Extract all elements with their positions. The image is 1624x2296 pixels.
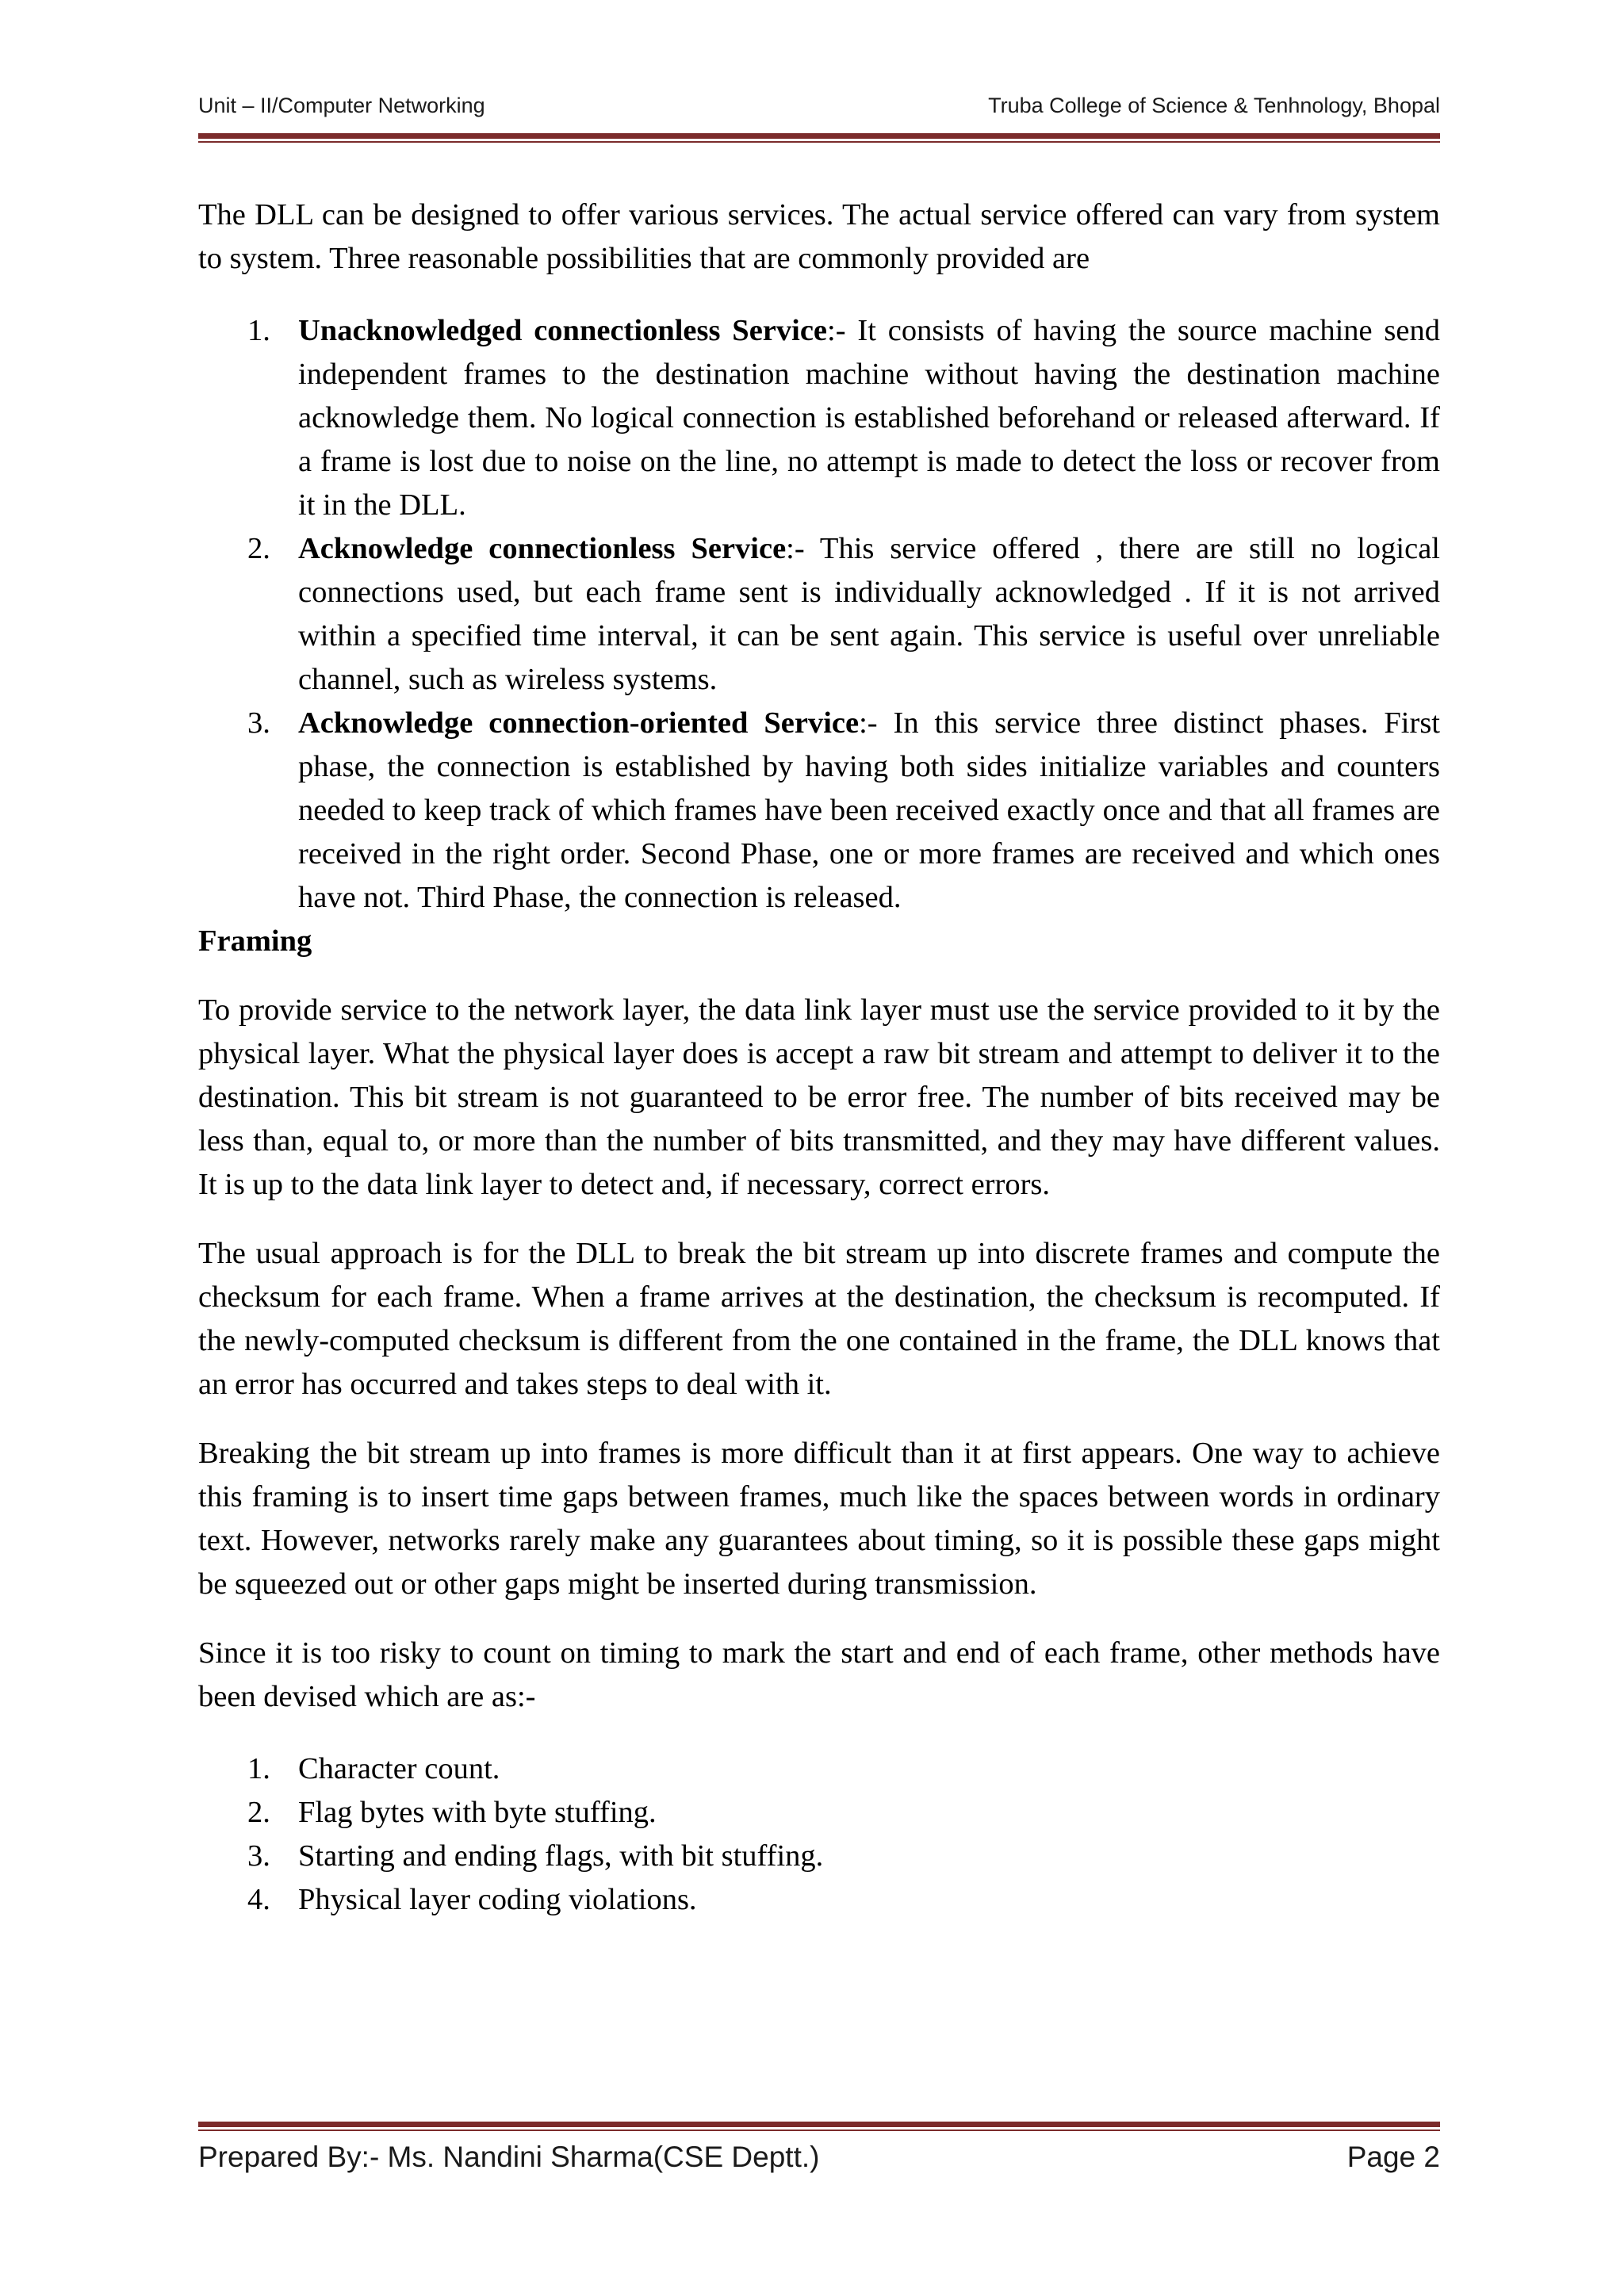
method-text: Flag bytes with byte stuffing. bbox=[298, 1796, 657, 1829]
list-number: 2. bbox=[247, 1796, 270, 1829]
list-number: 2. bbox=[247, 532, 270, 565]
method-text: Starting and ending flags, with bit stuffing. bbox=[298, 1839, 824, 1873]
list-number: 1. bbox=[247, 314, 270, 347]
service-description: :- In this service three distinct phases. First phase, the connection is established by having both sides initialize variables and counters needed to keep track of which frames have been received exactly once and that all frames are received in the right order. Second Phase, one or more frames are received and which ones have not. Third Phase, the connection is released. bbox=[298, 706, 1440, 914]
services-list bbox=[198, 309, 1440, 920]
intro-paragraph: The DLL can be designed to offer various services. The actual service offered can vary from system to system. Three reasonable possibilities that are commonly provided are bbox=[198, 198, 1440, 275]
framing-methods-list bbox=[198, 1747, 1440, 1922]
header-rule bbox=[198, 133, 1440, 143]
list-number: 3. bbox=[247, 706, 270, 740]
list-number: 1. bbox=[247, 1752, 270, 1785]
service-title: Unacknowledged connectionless Service bbox=[298, 314, 828, 347]
page-header bbox=[198, 94, 1440, 128]
footer-author: Prepared By:- Ms. Nandini Sharma(CSE Deptt.) bbox=[198, 2141, 820, 2173]
list-number: 3. bbox=[247, 1839, 270, 1873]
method-item bbox=[198, 1791, 1440, 1835]
footer-rule bbox=[198, 2122, 1440, 2131]
method-item bbox=[198, 1747, 1440, 1791]
service-item bbox=[198, 702, 1440, 920]
list-number: 4. bbox=[247, 1883, 270, 1916]
body-paragraph: To provide service to the network layer, the data link layer must use the service provided to it by the physical layer. What the physical layer does is accept a raw bit stream and attempt to deliver it to the destination. This bit stream is not guaranteed to be error free. The number of bits received may be less than, equal to, or more than the number of bits transmitted, and they may have different values. It is up to the data link layer to detect and, if necessary, correct errors. bbox=[198, 993, 1440, 1201]
framing-heading: Framing bbox=[198, 924, 312, 958]
page-footer bbox=[198, 2141, 1440, 2180]
service-description: :- This service offered , there are still no logical connections used, but each frame sent is individually acknowledged . If it is not arrived within a specified time interval, it can be sent again. This service is useful over unreliable channel, such as wireless systems. bbox=[298, 532, 1440, 696]
service-title: Acknowledge connection-oriented Service bbox=[298, 706, 860, 740]
service-title: Acknowledge connectionless Service bbox=[298, 532, 787, 565]
page-number: Page 2 bbox=[1346, 2141, 1440, 2173]
header-unit-title: Unit – II/Computer Networking bbox=[198, 94, 485, 117]
page-body bbox=[198, 193, 1440, 1922]
body-paragraph: Since it is too risky to count on timing to mark the start and end of each frame, other methods have been devised which are as:- bbox=[198, 1636, 1440, 1713]
body-paragraph: The usual approach is for the DLL to break the bit stream up into discrete frames and compute the checksum for each frame. When a frame arrives at the destination, the checksum is recomputed. If the newly-computed checksum is different from the one contained in the frame, the DLL knows that an error has occurred and takes steps to deal with it. bbox=[198, 1237, 1440, 1401]
method-item bbox=[198, 1835, 1440, 1878]
service-item bbox=[198, 527, 1440, 702]
service-item bbox=[198, 309, 1440, 527]
method-item bbox=[198, 1878, 1440, 1922]
header-college-name: Truba College of Science & Tenhnology, Bhopal bbox=[988, 94, 1440, 117]
service-description: :- It consists of having the source machine send independent frames to the destination machine without having the destination machine acknowledge them. No logical connection is established beforehand or released afterward. If a frame is lost due to noise on the line, no attempt is made to detect the loss or recover from it in the DLL. bbox=[298, 314, 1441, 522]
body-paragraph: Breaking the bit stream up into frames is more difficult than it at first appears. One way to achieve this framing is to insert time gaps between frames, much like the spaces between words in ordinary text. However, networks rarely make any guarantees about timing, so it is possible these gaps might be squeezed out or other gaps might be inserted during transmission. bbox=[198, 1437, 1440, 1601]
method-text: Physical layer coding violations. bbox=[298, 1883, 697, 1916]
method-text: Character count. bbox=[298, 1752, 500, 1785]
